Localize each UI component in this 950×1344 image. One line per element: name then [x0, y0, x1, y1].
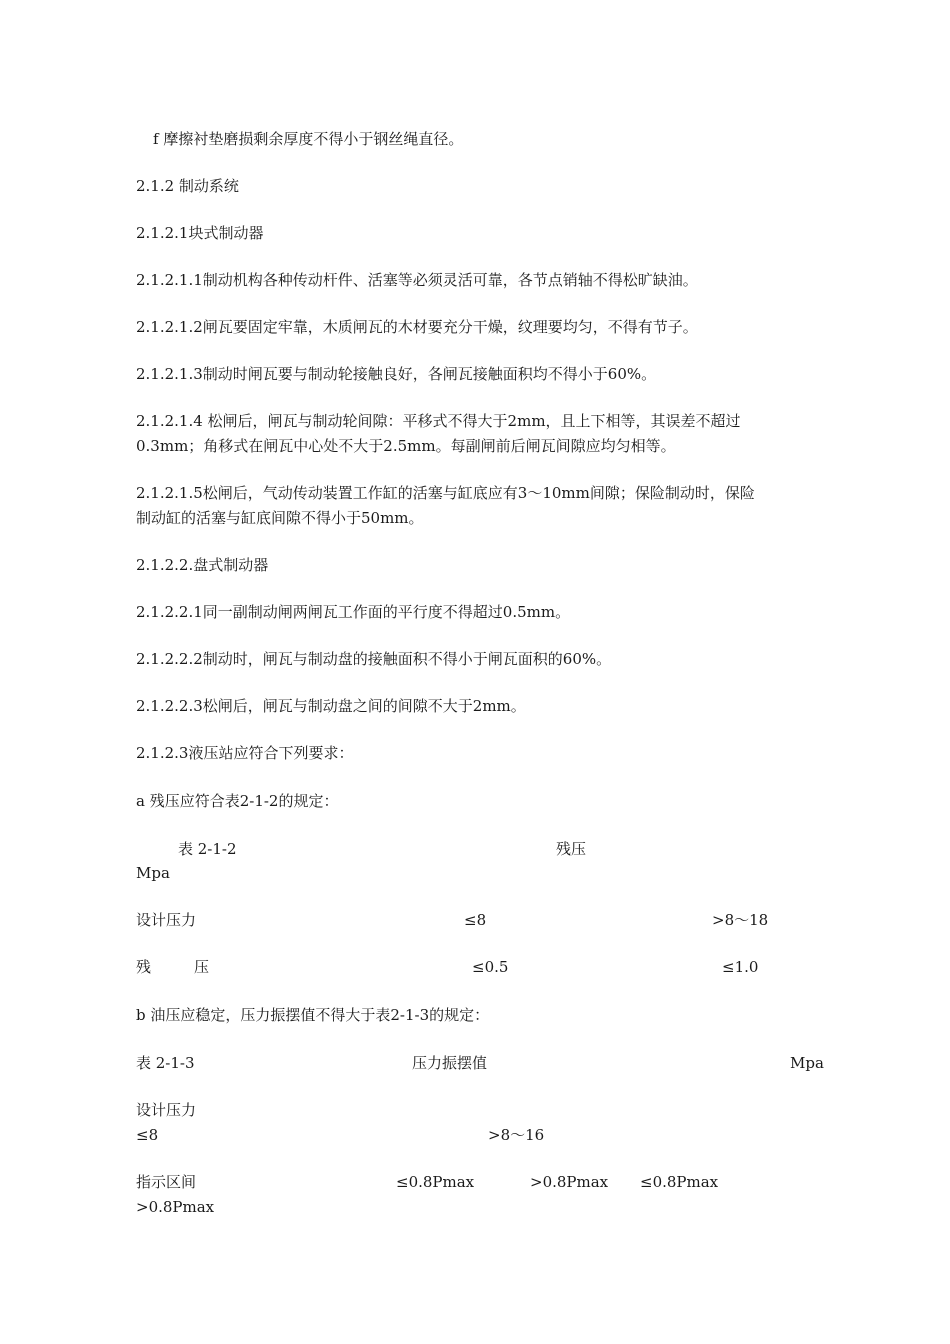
- table-2-1-2-row1-header: 设计压力: [136, 911, 197, 929]
- table-2-1-2-row2-col2: ≤1.0: [722, 958, 759, 976]
- table-2-1-3-row1-col1: ≤8: [136, 1126, 159, 1144]
- table-2-1-3-row1-col2: >8～16: [488, 1126, 545, 1144]
- table-2-1-2-row2-header-a: 残: [136, 958, 152, 976]
- table-2-1-3-unit: Mpa: [790, 1054, 824, 1072]
- section-2-1-2-2-3: 2.1.2.2.3松闸后，闸瓦与制动盘之间的间隙不大于2mm。: [136, 697, 526, 715]
- section-2-1-2-1-4-line1: 2.1.2.1.4 松闸后，闸瓦与制动轮间隙：平移式不得大于2mm，且上下相等，其误差不超过: [136, 412, 741, 430]
- section-2-1-2-2-1: 2.1.2.2.1同一副制动闸两闸瓦工作面的平行度不得超过0.5mm。: [136, 603, 571, 621]
- table-2-1-3-row2-header: 指示区间: [136, 1173, 197, 1191]
- section-2-1-2-1-5-line2: 制动缸的活塞与缸底间隙不得小于50mm。: [136, 509, 424, 527]
- section-2-1-2-2-2: 2.1.2.2.2制动时，闸瓦与制动盘的接触面积不得小于闸瓦面积的60%。: [136, 650, 612, 668]
- section-2-1-2-1-5-line1: 2.1.2.1.5松闸后，气动传动装置工作缸的活塞与缸底应有3～10mm间隙；保险制动时，保险: [136, 484, 755, 502]
- section-2-1-2-1-4-line2: 0.3mm；角移式在闸瓦中心处不大于2.5mm。每副闸前后闸瓦间隙应均匀相等。: [136, 437, 676, 455]
- table-2-1-3-row2-col2: >0.8Pmax: [530, 1173, 609, 1191]
- table-2-1-3-row2-col4: >0.8Pmax: [136, 1198, 215, 1216]
- table-2-1-2-row2-header-b: 压: [194, 958, 210, 976]
- table-2-1-2-unit: Mpa: [136, 864, 170, 882]
- section-2-1-2-1-1: 2.1.2.1.1制动机构各种传动杆件、活塞等必须灵活可靠，各节点销轴不得松旷缺油。: [136, 271, 698, 289]
- table-2-1-2-label: 表 2-1-2: [178, 840, 237, 858]
- table-2-1-3-row1-header: 设计压力: [136, 1101, 197, 1119]
- table-2-1-3-row2-col1: ≤0.8Pmax: [396, 1173, 475, 1191]
- item-f: f 摩擦衬垫磨损剩余厚度不得小于钢丝绳直径。: [153, 130, 464, 148]
- table-2-1-3-label: 表 2-1-3: [136, 1054, 195, 1072]
- table-2-1-2-row1-col1: ≤8: [464, 911, 487, 929]
- item-a: a 残压应符合表2-1-2的规定：: [136, 792, 339, 810]
- section-2-1-2-3: 2.1.2.3液压站应符合下列要求：: [136, 744, 354, 762]
- item-b: b 油压应稳定，压力振摆值不得大于表2-1-3的规定：: [136, 1006, 490, 1024]
- table-2-1-3-title: 压力振摆值: [412, 1054, 488, 1072]
- section-2-1-2: 2.1.2 制动系统: [136, 177, 239, 195]
- table-2-1-2-title: 残压: [556, 840, 587, 858]
- section-2-1-2-1: 2.1.2.1块式制动器: [136, 224, 264, 242]
- section-2-1-2-1-2: 2.1.2.1.2闸瓦要固定牢靠，木质闸瓦的木材要充分干燥，纹理要均匀，不得有节子。: [136, 318, 698, 336]
- table-2-1-2-row1-col2: >8～18: [712, 911, 769, 929]
- section-2-1-2-2: 2.1.2.2.盘式制动器: [136, 556, 269, 574]
- table-2-1-3-row2-col3: ≤0.8Pmax: [640, 1173, 719, 1191]
- section-2-1-2-1-3: 2.1.2.1.3制动时闸瓦要与制动轮接触良好，各闸瓦接触面积均不得小于60%。: [136, 365, 657, 383]
- table-2-1-2-row2-col1: ≤0.5: [472, 958, 509, 976]
